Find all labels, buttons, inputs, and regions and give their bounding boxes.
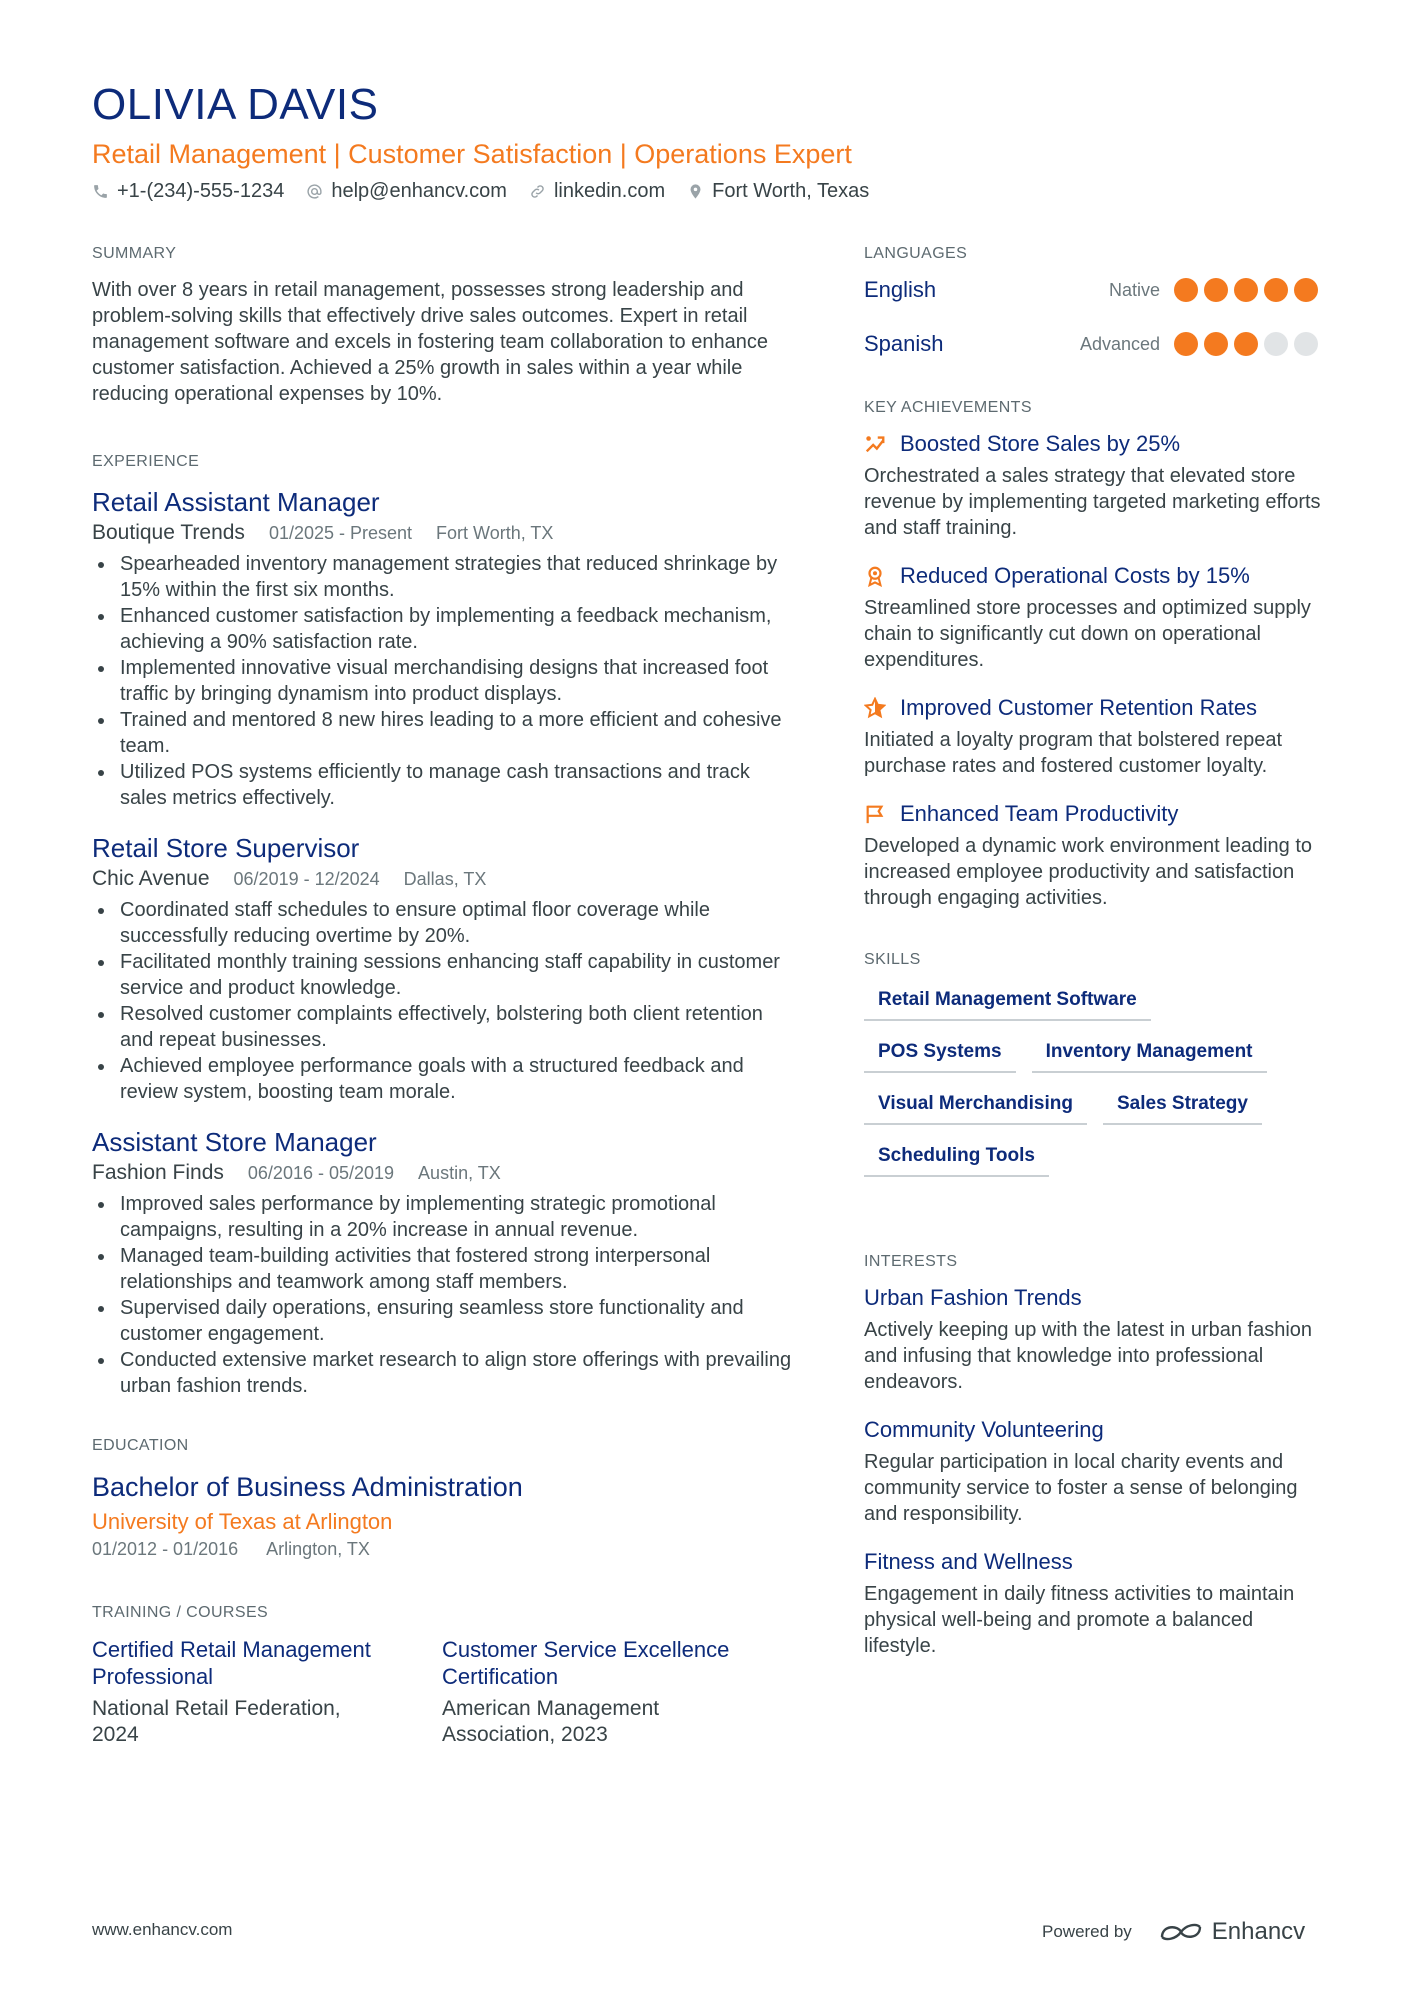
job-meta [92, 521, 792, 545]
job-company: Chic Avenue [92, 867, 210, 890]
edu-degree: Bachelor of Business Administration [92, 1472, 523, 1502]
interest-desc: Actively keeping up with the latest in urban fashion and infusing that knowledge into professional endeavors. [864, 1319, 1313, 1393]
rating-dot-filled [1234, 332, 1258, 356]
rating-dot-filled [1234, 278, 1258, 302]
flag-icon [864, 803, 886, 825]
email-text: help@enhancv.com [331, 180, 507, 202]
section-title: INTERESTS [864, 1253, 958, 1270]
summary-text: With over 8 years in retail management, possesses strong leadership and problem-solving skills that effectively drive sales outcomes. Expert in retail management software and excels in fostering team collaboration to enhance customer satisfaction. Achieved a 25% growth in sales within a year while reducing operational expenses by 10%. [92, 279, 768, 405]
interest-desc: Regular participation in local charity events and community service to foster a sense of belonging and responsibility. [864, 1451, 1298, 1525]
experience-section [92, 453, 792, 1399]
achievement-title: Reduced Operational Costs by 15% [900, 563, 1250, 588]
interest-title: Urban Fashion Trends [864, 1285, 1082, 1310]
candidate-name: OLIVIA DAVIS [92, 80, 379, 129]
language-level: Native [1108, 279, 1160, 300]
bullet-item: Facilitated monthly training sessions enhancing staff capability in customer service and product knowledge. [92, 949, 792, 1001]
job-bullets [92, 1191, 792, 1399]
language-level: Advanced [1079, 333, 1160, 354]
section-title: SKILLS [864, 951, 921, 968]
achievement-title: Enhanced Team Productivity [900, 801, 1179, 826]
edu-meta [92, 1539, 792, 1560]
course-title: Certified Retail Management Professional [92, 1637, 371, 1689]
bullet-item: Trained and mentored 8 new hires leading to a more efficient and cohesive team. [92, 707, 792, 759]
education-section [92, 1437, 792, 1560]
footer-powered [1042, 1918, 1305, 1946]
job-location: Fort Worth, TX [436, 523, 554, 543]
bullet-item: Coordinated staff schedules to ensure optimal floor coverage while successfully reducing overtime by 20%. [92, 897, 792, 949]
rating-dot-empty [1264, 332, 1288, 356]
interest-item [864, 1417, 1324, 1527]
summary-section [92, 245, 792, 407]
rating-dot-filled [1264, 278, 1288, 302]
rating-dot-filled [1294, 278, 1318, 302]
job-bullets [92, 551, 792, 811]
bullet-item: Enhanced customer satisfaction by implementing a feedback mechanism, achieving a 90% satisfaction rate. [92, 603, 792, 655]
linkedin-text: linkedin.com [553, 180, 666, 202]
section-title: TRAINING / COURSES [92, 1604, 269, 1621]
headline: Retail Management | Customer Satisfaction | Operations Expert [92, 139, 852, 169]
interest-title: Community Volunteering [864, 1417, 1104, 1442]
enhancv-logo[interactable] [1158, 1918, 1305, 1946]
rating-dot-filled [1204, 278, 1228, 302]
bullet-item: Spearheaded inventory management strategies that reduced shrinkage by 15% within the first six months. [92, 551, 792, 603]
skills-list [864, 983, 1324, 1191]
language-name: English [864, 277, 937, 302]
location-text: Fort Worth, Texas [712, 180, 870, 202]
language-name: Spanish [864, 331, 944, 356]
job-meta [92, 1161, 792, 1185]
contact-bar [92, 180, 891, 203]
location-pin-icon [687, 183, 704, 200]
bullet-item: Achieved employee performance goals with a structured feedback and review system, boosting team morale. [92, 1053, 792, 1105]
skill-tag: POS Systems [864, 1035, 1016, 1073]
skills-section [864, 951, 1324, 1191]
achievement-item [864, 801, 1324, 911]
contact-location [687, 180, 869, 203]
interest-item [864, 1549, 1324, 1659]
interest-title: Fitness and Wellness [864, 1549, 1073, 1574]
bullet-item: Supervised daily operations, ensuring seamless store functionality and customer engagement. [92, 1295, 792, 1347]
job-dates: 01/2025 - Present [268, 523, 413, 543]
achievement-item [864, 431, 1324, 541]
section-title: EDUCATION [92, 1437, 189, 1454]
achievement-title: Improved Customer Retention Rates [900, 695, 1258, 720]
award-icon [864, 565, 886, 587]
interest-desc: Engagement in daily fitness activities to maintain physical well-being and promote a balanced lifestyle. [864, 1583, 1295, 1657]
bullet-item: Improved sales performance by implementing strategic promotional campaigns, resulting in a 20% increase in annual revenue. [92, 1191, 792, 1243]
left-column [92, 245, 792, 1748]
job-company: Fashion Finds [92, 1161, 224, 1184]
skill-tag: Retail Management Software [864, 983, 1151, 1021]
rating-dot-filled [1204, 332, 1228, 356]
rating-dot-empty [1294, 332, 1318, 356]
star-icon [864, 697, 886, 719]
infinity-logo-icon [1158, 1920, 1204, 1944]
right-column [864, 245, 1324, 1681]
course-item [92, 1636, 442, 1748]
achievement-head [864, 563, 1324, 589]
growth-icon [864, 433, 886, 455]
achievement-desc: Orchestrated a sales strategy that elevated store revenue by implementing targeted marketing efforts and staff training. [864, 465, 1321, 539]
rating-dot-filled [1174, 332, 1198, 356]
job-dates: 06/2019 - 12/2024 [233, 869, 380, 889]
achievement-item [864, 563, 1324, 673]
job-title: Retail Assistant Manager [92, 487, 380, 517]
bullet-item: Utilized POS systems efficiently to manage cash transactions and track sales metrics effectively. [92, 759, 792, 811]
language-rating [1174, 278, 1324, 302]
achievement-desc: Streamlined store processes and optimized supply chain to significantly cut down on operational expenditures. [864, 597, 1311, 671]
contact-linkedin[interactable] [529, 180, 665, 203]
course-title: Customer Service Excellence Certification [442, 1637, 730, 1689]
job-entry [92, 485, 792, 811]
language-rating [1174, 332, 1324, 356]
languages-section [864, 245, 1324, 371]
bullet-item: Managed team-building activities that fostered strong interpersonal relationships and teamwork among staff members. [92, 1243, 792, 1295]
language-item [864, 317, 1324, 371]
training-section [92, 1604, 792, 1748]
rating-dot-filled [1174, 278, 1198, 302]
phone-icon [92, 183, 109, 200]
section-title: SUMMARY [92, 245, 177, 262]
job-dates: 06/2016 - 05/2019 [247, 1163, 395, 1183]
course-org: American Management Association, 2023 [442, 1697, 660, 1746]
brand-name: Enhancv [1211, 1918, 1306, 1945]
achievement-head [864, 695, 1324, 721]
bullet-item: Implemented innovative visual merchandising designs that increased foot traffic by bringing dynamism into product displays. [92, 655, 792, 707]
footer-url[interactable]: www.enhancv.com [92, 1920, 233, 1939]
skill-tag: Sales Strategy [1103, 1087, 1262, 1125]
contact-phone[interactable] [92, 180, 284, 203]
section-title: KEY ACHIEVEMENTS [864, 399, 1032, 416]
job-title: Assistant Store Manager [92, 1127, 377, 1157]
link-icon [529, 183, 546, 200]
course-org: National Retail Federation, 2024 [92, 1697, 341, 1746]
powered-by-label: Powered by [1042, 1922, 1132, 1941]
interests-section [864, 1253, 1324, 1659]
job-location: Austin, TX [418, 1163, 501, 1183]
courses-list [92, 1636, 792, 1748]
achievement-title: Boosted Store Sales by 25% [900, 431, 1181, 456]
edu-dates: 01/2012 - 01/2016 [92, 1539, 239, 1559]
interest-item [864, 1285, 1324, 1395]
achievement-desc: Initiated a loyalty program that bolstered repeat purchase rates and fostered customer loyalty. [864, 729, 1283, 777]
edu-location: Arlington, TX [266, 1539, 370, 1559]
job-title: Retail Store Supervisor [92, 833, 360, 863]
job-bullets [92, 897, 792, 1105]
section-title: EXPERIENCE [92, 453, 200, 470]
bullet-item: Resolved customer complaints effectively, bolstering both client retention and repeat businesses. [92, 1001, 792, 1053]
bullet-item: Conducted extensive market research to align store offerings with prevailing urban fashion trends. [92, 1347, 792, 1399]
at-icon [306, 183, 323, 200]
job-meta [92, 867, 792, 891]
achievement-item [864, 695, 1324, 779]
job-company: Boutique Trends [92, 521, 245, 544]
skill-tag: Scheduling Tools [864, 1139, 1049, 1177]
achievement-desc: Developed a dynamic work environment leading to increased employee productivity and satisfaction through engaging activities. [864, 835, 1313, 909]
job-entry [92, 1125, 792, 1399]
edu-school: University of Texas at Arlington [92, 1509, 393, 1534]
contact-email[interactable] [306, 180, 507, 203]
phone-text: +1-(234)-555-1234 [117, 180, 285, 202]
job-entry [92, 831, 792, 1105]
section-title: LANGUAGES [864, 245, 968, 262]
achievements-section [864, 399, 1324, 911]
achievement-head [864, 801, 1324, 827]
job-location: Dallas, TX [403, 869, 487, 889]
skill-tag: Visual Merchandising [864, 1087, 1087, 1125]
achievement-head [864, 431, 1324, 457]
skill-tag: Inventory Management [1032, 1035, 1267, 1073]
course-item [442, 1636, 792, 1748]
language-item [864, 263, 1324, 317]
